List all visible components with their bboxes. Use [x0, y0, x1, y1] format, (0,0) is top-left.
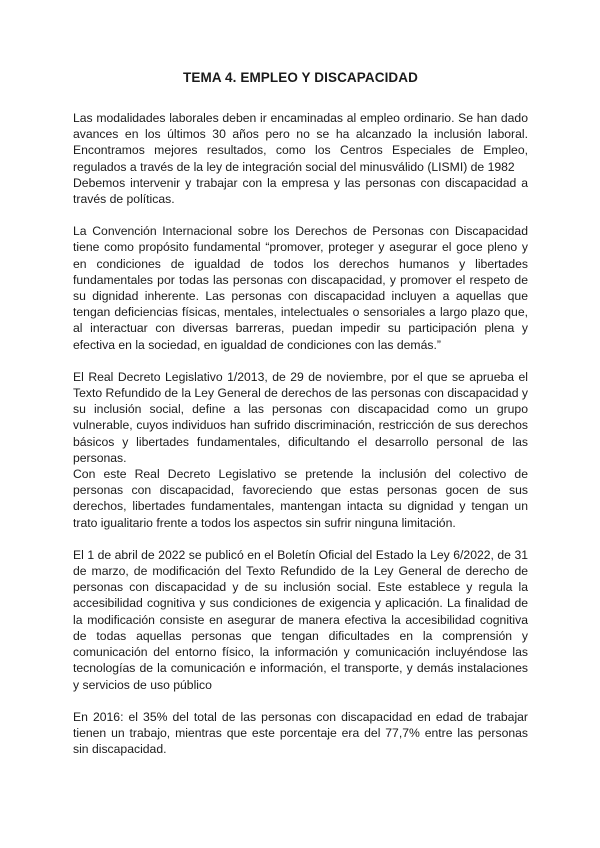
paragraph-modalidades: Las modalidades laborales deben ir encaminadas al empleo ordinario. Se han dado avances en los últimos 30 años pero no se ha alcanzado la inclusión laboral. Encontramos mejores resultados, como los Centros Especiales de Empleo, regulados a través de la ley de integración social del minusválido (LISMI) de 1982 — [73, 111, 528, 174]
paragraph-gap — [73, 531, 528, 547]
paragraph-intervenir: Debemos intervenir y trabajar con la empresa y las personas con discapacidad a través de políticas. — [73, 175, 528, 207]
page-title: TEMA 4. EMPLEO Y DISCAPACIDAD — [183, 70, 418, 85]
paragraph-gap — [73, 207, 528, 223]
paragraph-convencion: La Convención Internacional sobre los Derechos de Personas con Discapacidad tiene como propósito fundamental “promover, proteger y asegurar el goce pleno y en condiciones de igualdad de todos los derechos humanos y libertades fundamentales por todas las personas con discapacidad, y promover el respeto de su dignidad inherente. Las personas con discapacidad incluyen a aquellas que tengan deficiencias físicas, mentales, intelectuales o sensoriales a largo plazo que, al interactuar con diversas barreras, puedan impedir su participación plena y efectiva en la sociedad, en igualdad de condiciones con las demás.” — [73, 224, 528, 352]
paragraph-inclusion: Con este Real Decreto Legislativo se pretende la inclusión del colectivo de personas con discapacidad, favoreciendo que estas personas gocen de sus derechos, libertades fundamentales, mantengan intacta su dignidad y tengan un trato igualitario frente a todos los aspectos sin sufrir ninguna limitación. — [73, 467, 528, 530]
paragraph-real-decreto: El Real Decreto Legislativo 1/2013, de 29 de noviembre, por el que se aprueba el Texto Refundido de la Ley General de derechos de las personas con discapacidad y su inclusión social, define a las personas con discapacidad como un grupo vulnerable, cuyos individuos han sufrido discriminación, restricción de sus derechos básicos y libertades fundamentales, dificultando el desarrollo personal de las personas. — [73, 369, 528, 465]
paragraph-gap — [73, 353, 528, 369]
paragraph-estadistica-2016: En 2016: el 35% del total de las personas con discapacidad en edad de trabajar tienen un trabajo, mientras que este porcentaje era del 77,7% entre las personas sin discapacidad. — [73, 709, 528, 757]
paragraph-ley-2022: El 1 de abril de 2022 se publicó en el Boletín Oficial del Estado la Ley 6/2022, de 31 de marzo, de modificación del Texto Refundido de la Ley General de derecho de personas con discapacidad y de su inclusión social. Este establece y regula la accesibilidad cognitiva y sus condiciones de exigencia y aplicación. La finalidad de la modificación consiste en asegurar de manera efectiva la accesibilidad cognitiva de todas aquellas personas que tengan dificultades en la comprensión y comunicación del entorno físico, la información y comunicación incluyéndose las tecnologías de la comunicación e información, el transporte, y demás instalaciones y servicios de uso público — [73, 547, 528, 692]
paragraph-gap — [73, 693, 528, 709]
document-page — [73, 62, 528, 757]
